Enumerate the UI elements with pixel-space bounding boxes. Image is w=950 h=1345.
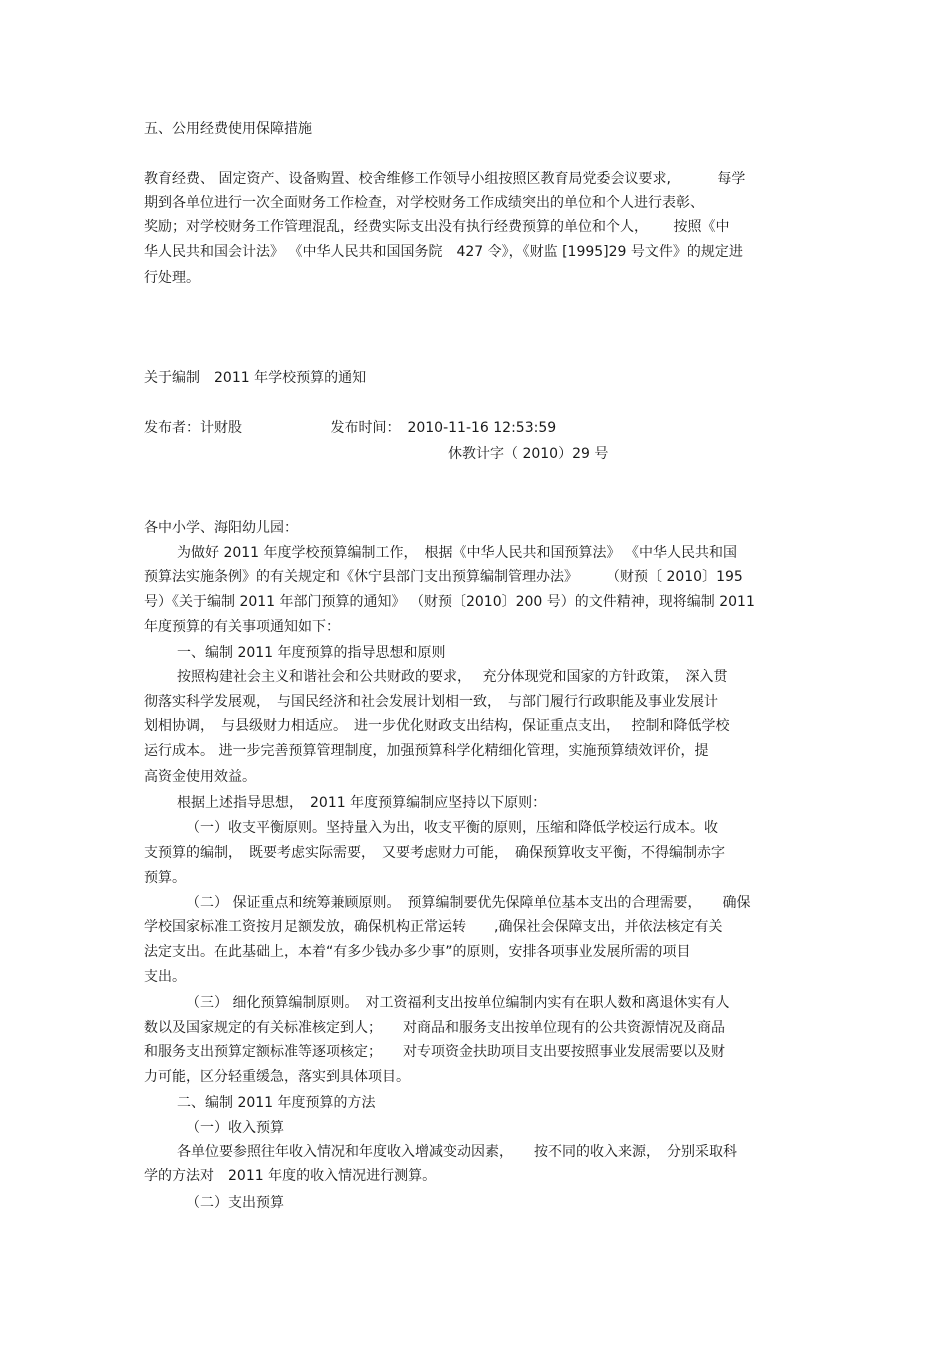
section-heading-5: 五、公用经费使用保障措施: [144, 121, 312, 137]
paragraph-line: 彻落实科学发展观， 与国民经济和社会发展计划相一致， 与部门履行行政职能及事业发展计: [144, 694, 718, 710]
paragraph-line: 教育经费、 固定资产、设备购置、校舍维修工作领导小组按照区教育局党委会议要求, 每学: [144, 171, 746, 187]
paragraph-line: 号）《关于编制 2011 年部门预算的通知》 （财预〔2010〕200 号）的文件精神，现将编制 2011: [144, 594, 755, 610]
paragraph-line: 运行成本。 进一步完善预算管理制度，加强预算科学化精细化管理，实施预算绩效评价，提: [144, 743, 709, 759]
paragraph-line: 年度预算的有关事项通知如下：: [144, 619, 340, 635]
section-heading-1: 一、编制 2011 年度预算的指导思想和原则: [177, 645, 446, 661]
paragraph-line: 奖励；对学校财务工作管理混乱，经费实际支出没有执行经费预算的单位和个人， 按照《中: [144, 219, 730, 235]
principle-2: （二） 保证重点和统筹兼顾原则。 预算编制要优先保障单位基本支出的合理需要， 确保: [186, 895, 751, 911]
paragraph-line: 数以及国家规定的有关标准核定到人； 对商品和服务支出按单位现有的公共资源情况及商品: [144, 1020, 725, 1036]
paragraph-line: 支出。: [144, 969, 186, 985]
paragraph-line: 和服务支出预算定额标准等逐项核定； 对专项资金扶助项目支出要按照事业发展需要以及财: [144, 1044, 725, 1060]
paragraph-line: 学的方法对 2011 年度的收入情况进行测算。: [144, 1168, 437, 1184]
paragraph-line: 按照构建社会主义和谐社会和公共财政的要求， 充分体现党和国家的方针政策， 深入贯: [177, 669, 728, 685]
paragraph-line: 高资金使用效益。: [144, 769, 256, 785]
salutation: 各中小学、海阳幼儿园：: [144, 520, 298, 536]
paragraph-line: 行处理。: [144, 270, 200, 286]
subheading-expenditure: （二）支出预算: [186, 1195, 284, 1211]
paragraph-line: 期到各单位进行一次全面财务工作检查，对学校财务工作成绩突出的单位和个人进行表彰、: [144, 195, 704, 211]
paragraph-line: 预算法实施条例》的有关规定和《休宁县部门支出预算编制管理办法》 （财预〔 2010〕195: [144, 569, 743, 585]
notice-title: 关于编制 2011 年学校预算的通知: [144, 370, 367, 386]
paragraph-line: 华人民共和国会计法》 《中华人民共和国国务院 427 令》，《财监 [1995]29 号文件》的规定进: [144, 244, 743, 260]
paragraph-line: 力可能，区分轻重缓急，落实到具体项目。: [144, 1069, 410, 1085]
paragraph-line: 预算。: [144, 870, 186, 886]
document-number: 休教计字（ 2010）29 号: [448, 446, 609, 462]
publisher-info: 发布者：计财股 发布时间： 2010-11-16 12:53:59: [144, 420, 557, 436]
paragraph-line: 支预算的编制， 既要考虑实际需要， 又要考虑财力可能， 确保预算收支平衡，不得编制赤字: [144, 845, 725, 861]
principle-1: （一）收支平衡原则。坚持量入为出，收支平衡的原则，压缩和降低学校运行成本。收: [186, 820, 718, 836]
principle-3: （三） 细化预算编制原则。 对工资福利支出按单位编制内实有在职人数和离退休实有人: [186, 995, 730, 1011]
paragraph-line: 为做好 2011 年度学校预算编制工作， 根据《中华人民共和国预算法》 《中华人民共和国: [177, 545, 737, 561]
subheading-income: （一）收入预算: [186, 1120, 284, 1136]
paragraph-line: 法定支出。在此基础上，本着“有多少钱办多少事”的原则，安排各项事业发展所需的项目: [144, 944, 691, 960]
paragraph-line: 划相协调， 与县级财力相适应。 进一步优化财政支出结构，保证重点支出， 控制和降低学校: [144, 718, 730, 734]
paragraph-line: 根据上述指导思想， 2011 年度预算编制应坚持以下原则：: [177, 795, 547, 811]
section-heading-2: 二、编制 2011 年度预算的方法: [177, 1095, 376, 1111]
paragraph-line: 各单位要参照往年收入情况和年度收入增减变动因素， 按不同的收入来源， 分别采取科: [177, 1144, 737, 1160]
paragraph-line: 学校国家标准工资按月足额发放，确保机构正常运转 ,确保社会保障支出，并依法核定有关: [144, 919, 723, 935]
